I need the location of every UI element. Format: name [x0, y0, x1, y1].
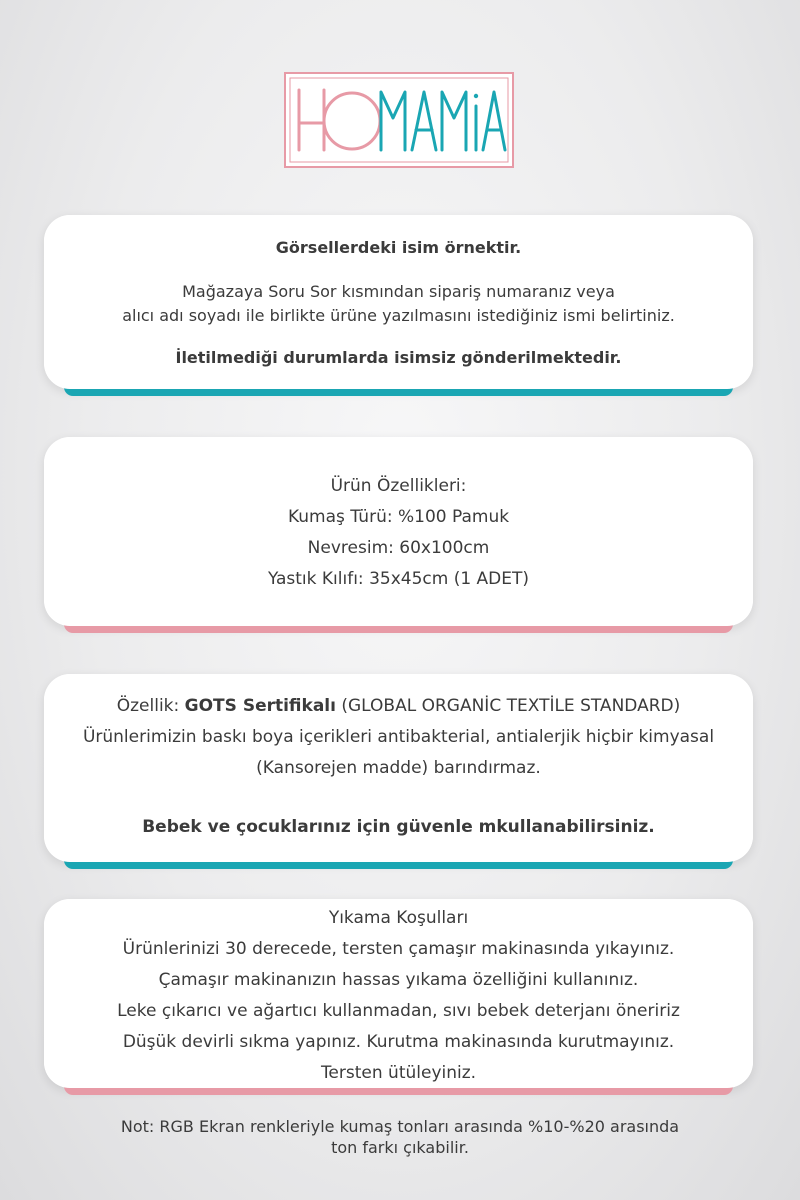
brand-logo — [284, 72, 514, 168]
name-info-footer: İletilmediği durumlarda isimsiz gönderilmektedir. — [175, 348, 622, 367]
name-info-card — [44, 215, 753, 389]
washing-line-2: Çamaşır makinanızın hassas yıkama özelliğini kullanınız. — [158, 970, 639, 990]
certification-card — [44, 674, 753, 862]
gots-description: (GLOBAL ORGANİC TEXTİLE STANDARD) — [335, 696, 681, 716]
certification-line-3: (Kansorejen madde) barındırmaz. — [256, 758, 541, 778]
washing-line-4: Düşük devirli sıkma yapınız. Kurutma makinasında kurutmayınız. — [122, 1032, 675, 1052]
name-info-title: Görsellerdeki isim örnektir. — [275, 238, 522, 257]
note-line-2: ton farkı çıkabilir. — [331, 1138, 469, 1157]
logo-graphic — [286, 74, 512, 166]
washing-instructions-card — [44, 899, 753, 1088]
pillowcase-size: Yastık Kılıfı: 35x45cm (1 ADET) — [267, 569, 530, 589]
name-info-line-1: Mağazaya Soru Sor kısmından sipariş numaranız veya — [182, 282, 615, 301]
color-disclaimer-note — [60, 1116, 740, 1158]
washing-line-5: Tersten ütüleyiniz. — [320, 1063, 477, 1083]
note-line-1: Not: RGB Ekran renkleriyle kumaş tonları arasında %10-%20 arasında — [120, 1117, 680, 1136]
duvet-size: Nevresim: 60x100cm — [307, 538, 490, 558]
certification-footer: Bebek ve çocuklarınız için güvenle mkullanabilirsiniz. — [142, 817, 655, 837]
feature-label: Özellik: — [116, 696, 185, 716]
washing-line-3: Leke çıkarıcı ve ağartıcı kullanmadan, sıvı bebek deterjanı öneririz — [117, 1001, 680, 1021]
certification-feature-line — [44, 691, 753, 722]
name-info-line-2: alıcı adı soyadı ile birlikte ürüne yazılmasını istediğiniz ismi belirtiniz. — [122, 306, 675, 325]
product-features-heading: Ürün Özellikleri: — [330, 476, 467, 496]
washing-line-1: Ürünlerinizi 30 derecede, tersten çamaşır makinasında yıkayınız. — [122, 939, 675, 959]
gots-certified: GOTS Sertifikalı — [184, 696, 336, 716]
fabric-type: Kumaş Türü: %100 Pamuk — [287, 507, 510, 527]
certification-line-2: Ürünlerimizin baskı boya içerikleri antibakterial, antialerjik hiçbir kimyasal — [82, 727, 715, 747]
washing-heading: Yıkama Koşulları — [328, 908, 469, 928]
product-features-card — [44, 437, 753, 626]
